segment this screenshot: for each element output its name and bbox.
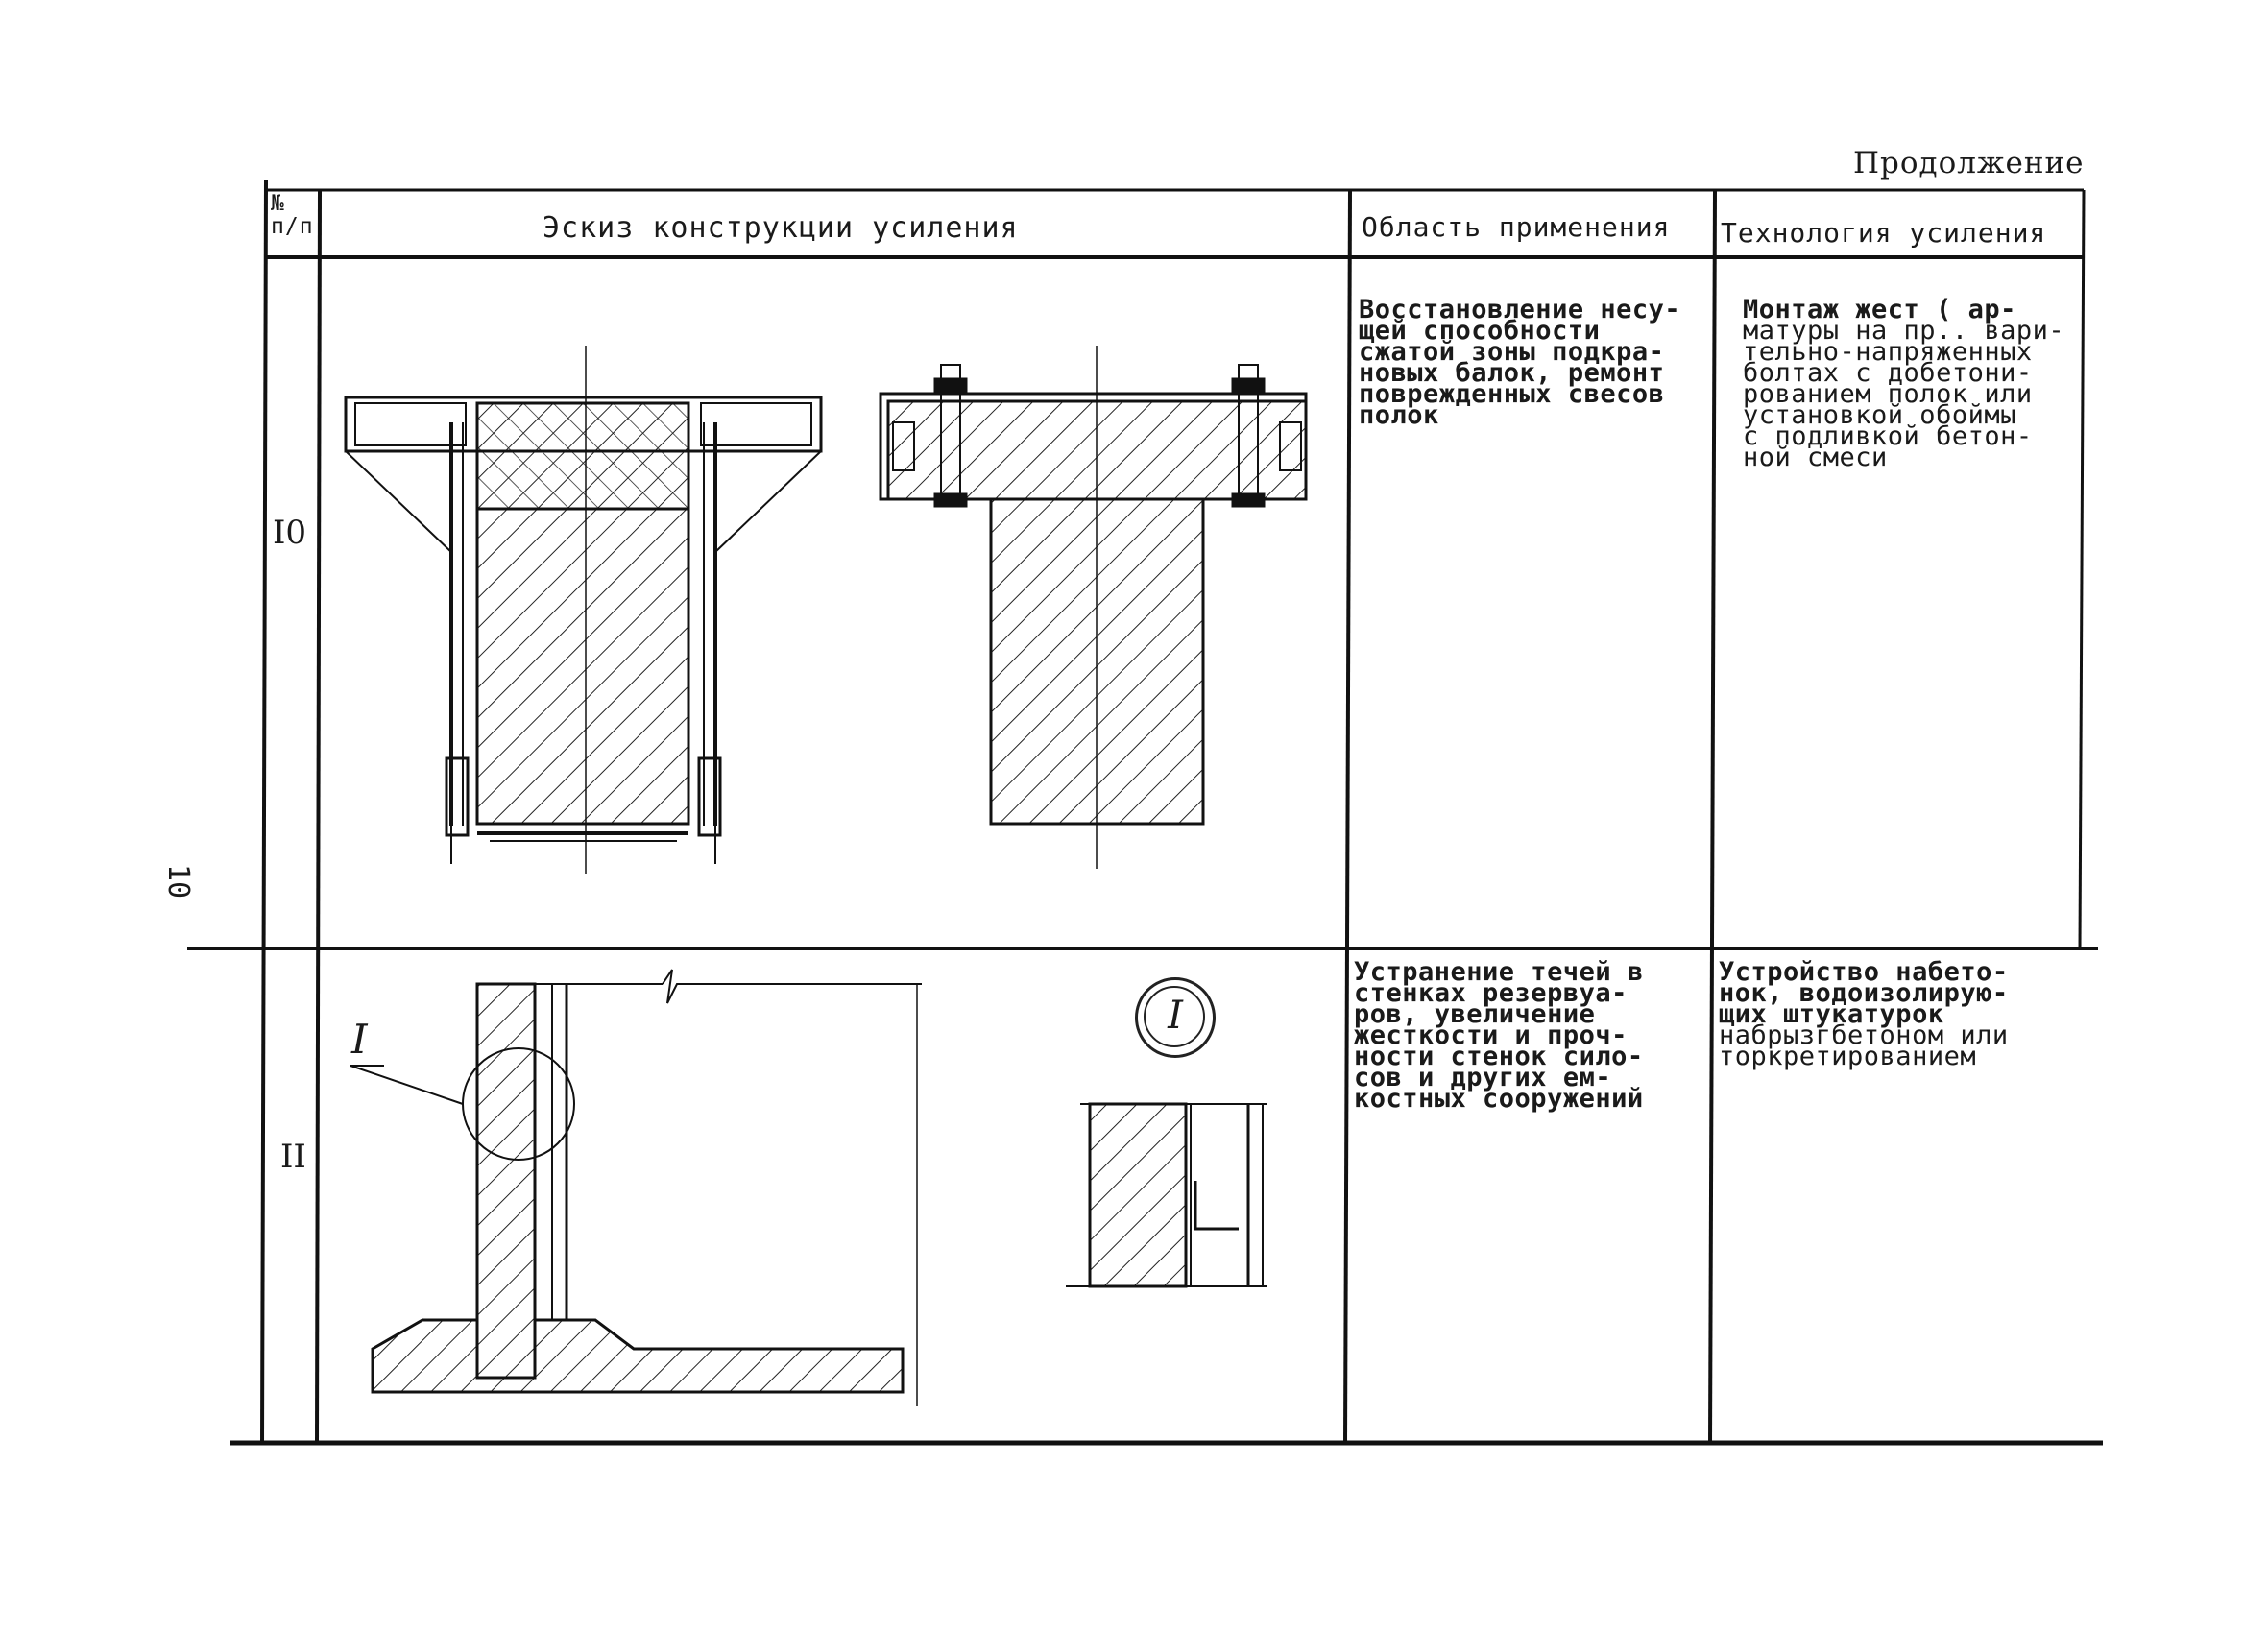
sketch-t-beam-with-bolts — [881, 346, 1306, 869]
header-technology: Технология усиления — [1721, 217, 2047, 249]
page-number: 10 — [161, 864, 195, 900]
sketch-reservoir-wall — [350, 970, 922, 1406]
row-11-application: Устранение течей в стенках резервуа- ров, увеличение жесткости и проч- ности стенок сило- сов и других ем- костных сооружений — [1354, 957, 1644, 1114]
row-10-technology: матуры на пр.. вари- тельно-напряженных болтах с добетони- рованием полок или установкой обоймы с подливкой бетон- ной смеси — [1743, 316, 2065, 472]
sketch-detail-i — [1066, 1104, 1267, 1286]
row-number-10: I0 — [273, 514, 307, 552]
row-11-technology-lead: Устройство набето- нок, водоизолирую- щих штукатурок — [1719, 957, 2009, 1029]
section-callout-label: I — [351, 1016, 368, 1063]
row-number-11: II — [280, 1138, 306, 1176]
row-10-technology-lead: Монтаж жест ( ар- — [1743, 295, 2016, 324]
detail-mark-label: I — [1168, 994, 1183, 1038]
row-11-technology: набрызгбетоном или торкретированием — [1719, 1020, 2009, 1071]
sketch-beam-with-clamp — [346, 346, 821, 874]
header-number: № п/п — [271, 191, 314, 239]
row-10-application: Восстановление несу- щей способности сжатой зоны подкра- новых балок, ремонт поврежденных свесов полок — [1359, 295, 1681, 430]
header-sketch: Эскиз конструкции усиления — [543, 211, 1019, 245]
header-application: Область применения — [1362, 211, 1671, 243]
detail-mark-circle — [1135, 977, 1216, 1058]
continued-label: Продолжение — [1853, 146, 2085, 180]
